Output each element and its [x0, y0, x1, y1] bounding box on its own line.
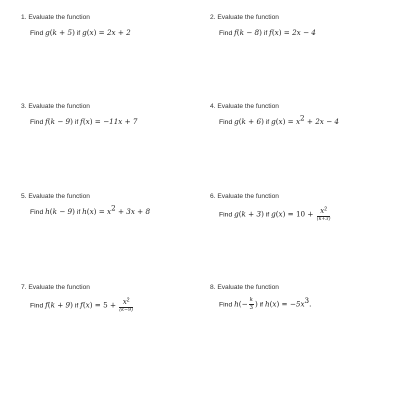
problem-1 [21, 14, 201, 37]
problem-5 [21, 193, 201, 216]
problem-heading: 6. Evaluate the function [210, 193, 279, 200]
problem-statement: Find g(k + 3) if g(x) = 10 + $\frac{x^2}{(k+3)}$ [219, 206, 331, 222]
problem-statement: Find h(− $\frac{k}{3}$ ) if $h(x) = -5x^3$. [219, 296, 312, 311]
problem-2 [210, 14, 390, 37]
fraction: $\frac{x^2}{(k+3)}$ [316, 206, 331, 222]
problem-3 [21, 103, 201, 126]
problem-heading: 1. Evaluate the function [21, 14, 90, 21]
fraction: $\frac{k}{3}$ [249, 297, 254, 311]
problem-8 [210, 284, 390, 311]
problem-heading: 7. Evaluate the function [21, 284, 90, 291]
problem-6 [210, 193, 390, 223]
problem-heading: 2. Evaluate the function [210, 14, 279, 21]
problem-heading: 8. Evaluate the function [210, 284, 279, 291]
problem-statement: Find f(k − 8) if f(x) = 2x − 4 [219, 28, 316, 37]
problem-statement: Find h(k − 9) if $h(x) = x^2 + 3x + 8$ [30, 203, 151, 216]
problem-heading: 4. Evaluate the function [210, 103, 279, 110]
problem-7 [21, 284, 201, 314]
problem-statement: Find f(k − 9) if f(x) = −11x + 7 [30, 117, 138, 126]
problem-statement: Find g(k + 6) if $g(x) = x^2 + 2x - 4$ [219, 113, 339, 126]
fraction: $\frac{x^2}{(k-9)}$ [119, 297, 133, 313]
problem-heading: 3. Evaluate the function [21, 103, 90, 110]
problem-statement: Find f(k + 9) if f(x) = 5 + $\frac{x^2}{(k-9)}$ [30, 297, 133, 313]
problem-heading: 5. Evaluate the function [21, 193, 90, 200]
problem-statement: Find g(k + 5) if g(x) = 2x + 2 [30, 28, 131, 37]
problem-4 [210, 103, 390, 126]
